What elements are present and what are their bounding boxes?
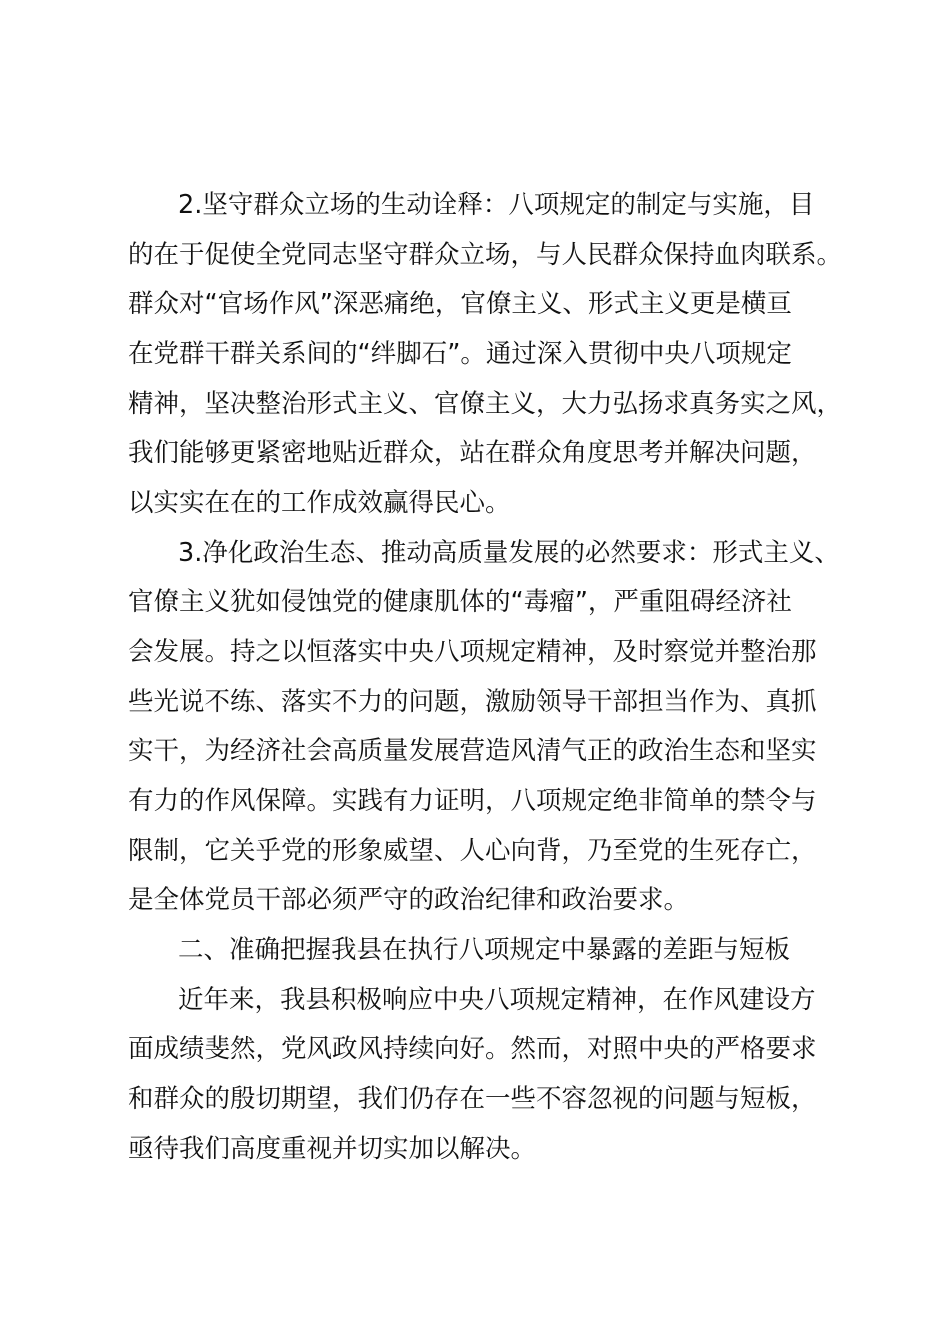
paragraph-2-line-1: 2.坚守群众立场的生动诠释：八项规定的制定与实施，目 <box>178 190 815 220</box>
paragraph-2-line-6: 我们能够更紧密地贴近群众，站在群众角度思考并解决问题， <box>128 438 817 468</box>
intro-paragraph-line-1: 近年来，我县积极响应中央八项规定精神，在作风建设方 <box>178 985 816 1015</box>
intro-paragraph-line-3: 和群众的殷切期望，我们仍存在一些不容忽视的问题与短板， <box>128 1084 817 1114</box>
paragraph-3-line-7: 限制，它关乎党的形象威望、人心向背，乃至党的生死存亡， <box>128 836 817 866</box>
intro-paragraph-line-4: 亟待我们高度重视并切实加以解决。 <box>128 1134 537 1164</box>
paragraph-3-line-2: 官僚主义犹如侵蚀党的健康肌体的“毒瘤”，严重阻碍经济社 <box>128 587 792 617</box>
paragraph-3-line-5: 实干，为经济社会高质量发展营造风清气正的政治生态和坚实 <box>128 736 817 766</box>
paragraph-2-line-4: 在党群干群关系间的“绊脚石”。通过深入贯彻中央八项规定 <box>128 339 792 369</box>
paragraph-3-line-4: 些光说不练、落实不力的问题，激励领导干部担当作为、真抓 <box>128 687 817 717</box>
paragraph-3-line-1: 3.净化政治生态、推动高质量发展的必然要求：形式主义、 <box>178 538 840 568</box>
intro-paragraph-line-2: 面成绩斐然，党风政风持续向好。然而，对照中央的严格要求 <box>128 1034 817 1064</box>
paragraph-3-line-6: 有力的作风保障。实践有力证明，八项规定绝非简单的禁令与 <box>128 786 817 816</box>
paragraph-2-line-5: 精神，坚决整治形式主义、官僚主义，大力弘扬求真务实之风， <box>128 389 843 419</box>
paragraph-2-line-7: 以实实在在的工作成效赢得民心。 <box>128 488 511 518</box>
paragraph-3-line-3: 会发展。持之以恒落实中央八项规定精神，及时察觉并整治那 <box>128 637 817 667</box>
section-heading: 二、准确把握我县在执行八项规定中暴露的差距与短板 <box>178 935 791 965</box>
paragraph-2-line-2: 的在于促使全党同志坚守群众立场，与人民群众保持血肉联系。 <box>128 240 843 270</box>
paragraph-3-line-8: 是全体党员干部必须严守的政治纪律和政治要求。 <box>128 885 690 915</box>
paragraph-2-line-3: 群众对“官场作风”深恶痛绝，官僚主义、形式主义更是横亘 <box>128 289 792 319</box>
